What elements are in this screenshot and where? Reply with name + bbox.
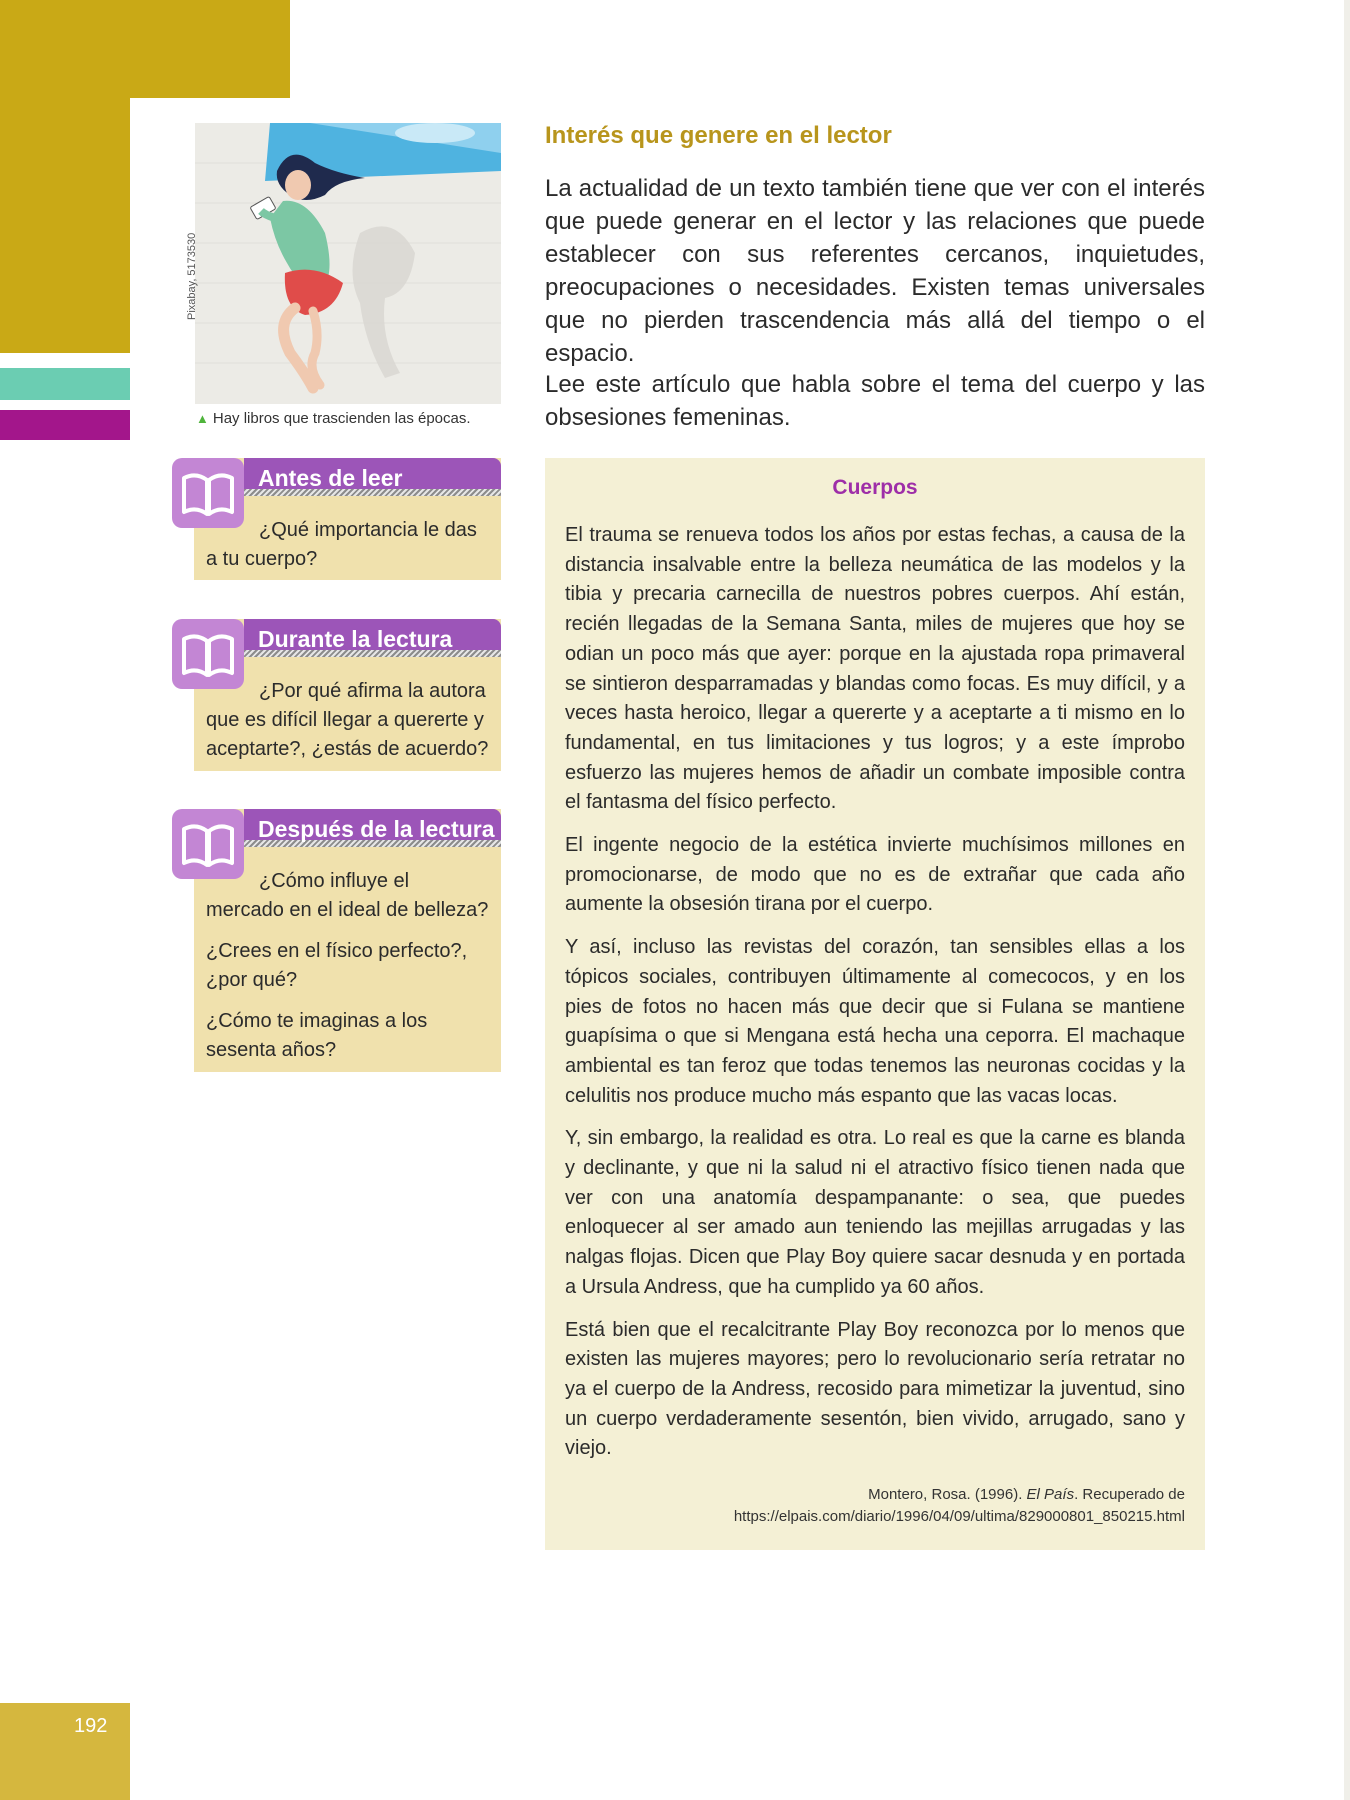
intro-paragraph-2: Lee este artículo que habla sobre el tema del cuerpo y las obsesiones femeninas. — [545, 371, 1205, 431]
article-box — [545, 458, 1205, 1550]
before-reading-title: Antes de leer — [258, 465, 403, 491]
illustration-girl-reading — [195, 123, 501, 404]
after-reading-question-1: ¿Cómo influye el mercado en el ideal de belleza? — [206, 870, 489, 921]
during-reading-box — [194, 619, 501, 771]
after-reading-question-3: ¿Cómo te imaginas a los sesenta años? — [206, 1010, 428, 1061]
page-edge — [1344, 0, 1350, 1800]
article-paragraph-1: El trauma se renueva todos los años por estas fechas, a causa de la distancia insalvable entre la belleza neumática de las modelos y la tibia y precaria carnecilla de nuestros pobres cuerpos. Ahí están, recién llegadas de la Semana Santa, miles de mujeres que hoy se odian un poco más que ayer: porque en la ajustada ropa primaveral se sintieron desparramadas y blandas como focas. Es muy difícil, y a veces hasta heroico, llegar a quererte y a aceptarte a ti mismo en lo fundamental, en tus limitaciones y tus logros; y a este ímprobo esfuerzo las mujeres hemos de añadir un combate imposible contra el fantasma del físico perfecto. — [565, 524, 1185, 814]
section-heading: Interés que genere en el lector — [545, 122, 892, 149]
photo-credit: Pixabay, 5173530 — [186, 232, 198, 320]
article-paragraph-4: Y, sin embargo, la realidad es otra. Lo real es que la carne es blanda y declinante, y que ni la salud ni el atractivo físico tienen nada que ver con una anatomía despampanante: o sea, que puedes enloquecer al ser amado aun teniendo las mejillas arrugadas y las nalgas flojas. Dicen que Play Boy quiere sacar desnuda y en portada a Ursula Andress, que ha cumplido ya 60 años. — [565, 1127, 1185, 1298]
page-number: 192 — [74, 1715, 108, 1737]
figure-caption — [196, 410, 471, 427]
article-paragraph-5: Está bien que el recalcitrante Play Boy reconozca por lo menos que existen las mujeres mayores; pero lo revolucionario sería retratar no ya el cuerpo de la Andress, recosido para mimetizar la juventud, sino un cuerpo verdaderamente sesentón, bien vivido, arrugado, sano y viejo. — [565, 1318, 1185, 1460]
citation-source: El País — [1026, 1486, 1075, 1503]
after-reading-box — [194, 809, 501, 1072]
citation — [734, 1484, 1185, 1528]
article-paragraph-2: El ingente negocio de la estética invierte muchísimos millones en promocionarse, de modo que no es de extrañar que cada año aumente la obsesión tirana por el cuerpo. — [565, 834, 1185, 916]
article-title: Cuerpos — [832, 476, 918, 499]
decorative-magenta-band — [0, 410, 130, 440]
citation-author: Montero, Rosa. (1996). — [868, 1486, 1027, 1503]
decorative-teal-band — [0, 368, 130, 400]
during-reading-question: ¿Por qué afirma la autora que es difícil llegar a quererte y aceptarte?, ¿estás de acuerdo? — [206, 680, 489, 760]
caption-text: Hay libros que trascienden las épocas. — [212, 410, 471, 427]
before-reading-question: ¿Qué importancia le das a tu cuerpo? — [206, 519, 477, 570]
citation-url: https://elpais.com/diario/1996/04/09/ultima/829000801_850215.html — [733, 1508, 1185, 1525]
after-reading-title: Después de la lectura — [258, 816, 495, 842]
decorative-gold-band-left — [0, 98, 130, 353]
before-reading-box — [194, 458, 501, 580]
intro-paragraph-1: La actualidad de un texto también tiene que ver con el interés que puede generar en el lector y las relaciones que puede establecer con sus referentes cercanos, inquietudes, preocupaciones o necesidades. Existen temas universales que no pierden trascendencia más allá del tiempo o el espacio. — [545, 175, 1205, 367]
after-reading-question-2: ¿Crees en el físico perfecto?, ¿por qué? — [206, 940, 468, 991]
article-body — [565, 521, 1185, 1477]
triangle-icon: ▲ — [196, 411, 209, 426]
citation-retrieved: . Recuperado de — [1074, 1486, 1185, 1503]
article-paragraph-3: Y así, incluso las revistas del corazón, tan sensibles ellas a los tópicos sociales, contribuyen últimamente al comecocos, y en los pies de fotos no hacen más que decir que si Fulana se mantiene guapísima o que si Mengana está hecha una ceporra. El machaque ambiental es tan feroz que todas tenemos las neuronas cocidas y la celulitis nos produce mucho más espanto que las vacas locas. — [565, 936, 1185, 1107]
page-number-tab — [0, 1703, 130, 1800]
decorative-gold-band-top — [0, 0, 290, 98]
during-reading-title: Durante la lectura — [258, 626, 453, 652]
